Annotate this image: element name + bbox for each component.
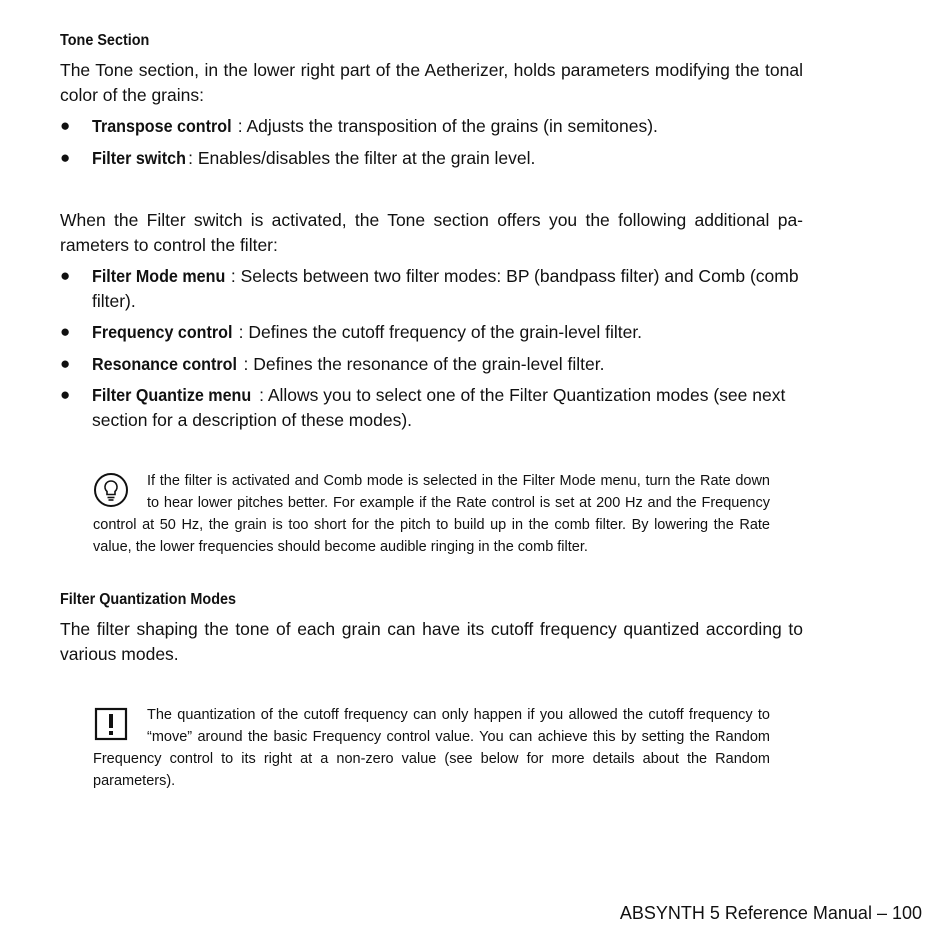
bullet-icon: ● xyxy=(60,147,71,167)
bullet-icon: ● xyxy=(60,353,71,373)
filter-intro-paragraph: When the Filter switch is activated, the Tone section offers you the following additional pa-rameters to control the filter: xyxy=(60,210,803,255)
desc-resonance-control: : Defines the resonance of the grain-level filter. xyxy=(243,353,605,374)
filter-parameter-list xyxy=(60,264,803,439)
list-item-filter-switch xyxy=(60,146,803,171)
list-item-filter-mode xyxy=(60,264,803,313)
tip-text: If the filter is activated and Comb mode is selected in the Filter Mode menu, turn the Rate down to hear lower pitches better. For example if the Rate control is set at 200 Hz and the Frequency control at 50 Hz, the grain is too short for the pitch to build up in the comb filter. By lowering the Rate value, the lower frequencies should become audible ringing in the comb filter. xyxy=(93,473,770,555)
section-heading-tone: Tone Section xyxy=(60,32,150,49)
bullet-icon: ● xyxy=(60,322,71,341)
desc-filter-quantize-menu: : Allows you to select one of the Filter Quantization modes (see next section for a description of these modes). xyxy=(92,385,786,430)
tone-intro-paragraph: The Tone section, in the lower right part of the Aetherizer, holds parameters modifying the tonal color of the grains: xyxy=(60,60,803,105)
lightbulb-icon xyxy=(93,472,129,508)
desc-transpose-control: : Adjusts the transposition of the grains (in semitones). xyxy=(237,116,658,136)
list-item-filter-quantize xyxy=(60,383,803,432)
page-footer: ABSYNTH 5 Reference Manual – 100 xyxy=(619,903,922,923)
term-frequency-control: Frequency control xyxy=(92,322,233,342)
warning-text: The quantization of the cutoff frequency can only happen if you allowed the cutoff frequency to “move” around the basic Frequency control value. You can achieve this by setting the Random Frequency control to its right at a non-zero value (see below for more details about the Random parameters). xyxy=(93,707,770,789)
term-filter-quantize-menu: Filter Quantize menu xyxy=(92,385,252,405)
bullet-icon: ● xyxy=(60,385,71,404)
list-item-frequency xyxy=(60,320,803,345)
quantization-intro-paragraph: The filter shaping the tone of each grain can have its cutoff frequency quantized according to various modes. xyxy=(60,619,803,664)
term-transpose-control: Transpose control xyxy=(92,116,232,136)
desc-frequency-control: : Defines the cutoff frequency of the grain-level filter. xyxy=(238,322,643,342)
tone-parameter-list xyxy=(60,114,803,177)
desc-filter-switch: : Enables/disables the filter at the grain level. xyxy=(188,147,536,168)
desc-filter-mode-menu: : Selects between two filter modes: BP (bandpass filter) and Comb (comb filter). xyxy=(92,266,799,311)
term-filter-mode-menu: Filter Mode menu xyxy=(92,266,226,286)
warning-note xyxy=(93,704,770,792)
term-resonance-control: Resonance control xyxy=(92,353,237,374)
list-item-transpose xyxy=(60,114,803,139)
term-filter-switch: Filter switch xyxy=(92,147,186,168)
tip-note xyxy=(93,470,770,558)
bullet-icon: ● xyxy=(60,266,71,285)
section-heading-quantization: Filter Quantization Modes xyxy=(60,591,237,608)
list-item-resonance xyxy=(60,352,803,377)
bullet-icon: ● xyxy=(60,116,71,135)
exclamation-icon xyxy=(93,706,129,742)
